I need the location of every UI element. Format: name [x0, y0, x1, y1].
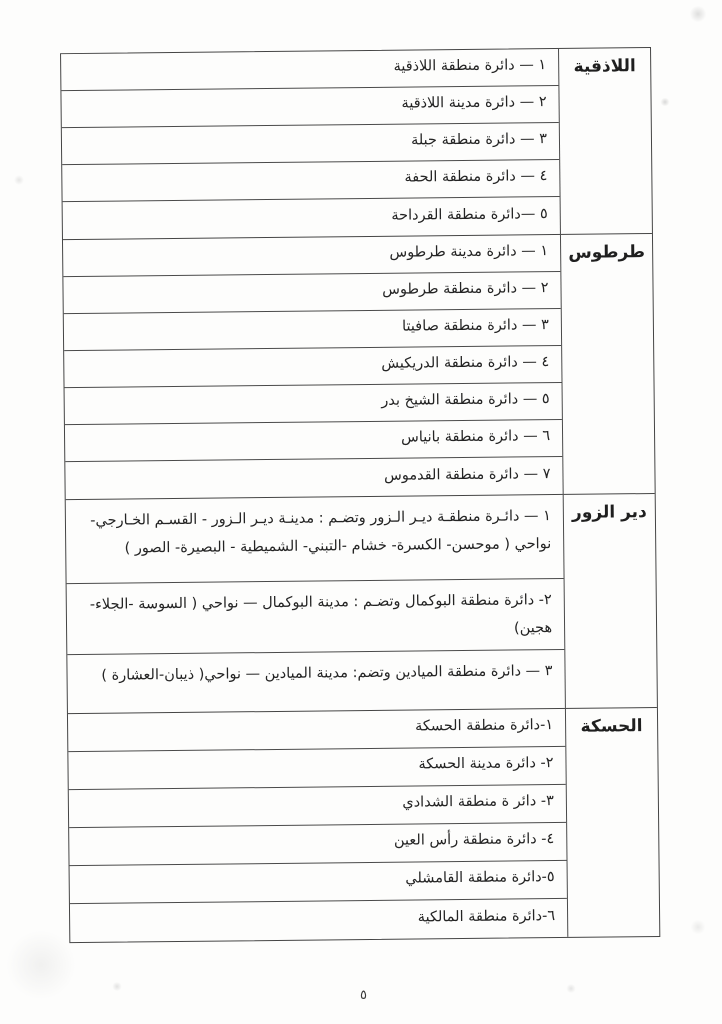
district-row: ٥ —دائرة منطقة القرداحة	[391, 205, 548, 224]
districts-column	[68, 708, 567, 941]
governorate-section-3	[66, 493, 657, 713]
district-row: ٤ — دائرة منطقة الدريكيش	[64, 346, 561, 388]
scan-smudge	[690, 920, 706, 934]
governorate-name: الحسكة	[565, 708, 659, 937]
district-row: ٧ — دائرة منطقة القدموس	[384, 465, 551, 484]
governorate-section-2	[63, 233, 655, 499]
district-row: ٤ — دائرة منطقة الحفة	[62, 160, 559, 202]
scan-smudge	[112, 982, 122, 991]
district-row: ١-دائرة منطقة الحسكة	[68, 708, 565, 751]
district-row: ١ — دائـرة منطقـة ديـر الـزور وتضـم : مدينـة ديـر الـزور - القسـم الخـارجي- نواحي ( موحسن- الكسرة- خشام -التبني- الشميطية - البصيرة- الصور )	[66, 495, 564, 584]
district-row: ٦ — دائرة منطقة بانياس	[65, 420, 562, 462]
governorate-name: دير الزور	[563, 494, 657, 707]
scan-smudge	[660, 98, 670, 106]
scan-smudge	[566, 984, 576, 993]
district-row: ١ — دائرة منطقة اللاذقية	[61, 49, 558, 91]
governorate-name: طرطوس	[560, 234, 655, 494]
scan-smudge	[688, 6, 708, 22]
district-row: ٥ — دائرة منطقة الشيخ بدر	[65, 383, 562, 425]
governorate-section-4	[68, 707, 659, 942]
district-row: ٥-دائرة منطقة القامشلي	[70, 860, 567, 903]
districts-column	[63, 235, 563, 499]
district-row: ٢- دائرة منطقة البوكمال وتضـم : مدينة البوكمال — نواحي ( السوسة -الجلاء- هجين)	[67, 579, 565, 655]
districts-column	[66, 495, 565, 713]
governorate-section-1	[61, 48, 652, 239]
governorate-districts-table	[60, 47, 660, 943]
page-number: ٥	[360, 988, 367, 1003]
scan-smudge	[14, 175, 24, 185]
district-row: ٣ — دائرة منطقة جبلة	[62, 123, 559, 165]
scan-smudge	[6, 930, 76, 1000]
district-row: ٦-دائرة منطقة المالكية	[417, 907, 556, 926]
district-row: ٢ — دائرة مدينة اللاذقية	[61, 86, 558, 128]
governorate-name: اللاذقية	[558, 48, 652, 234]
district-row: ١ — دائرة مدينة طرطوس	[63, 235, 560, 277]
district-row: ٣- دائر ة منطقة الشدادي	[69, 784, 566, 827]
district-row: ٢ — دائرة منطقة طرطوس	[63, 272, 560, 314]
district-row: ٣ — دائرة منطقة الميادين وتضم: مدينة الميادين — نواحي( ذيبان-العشارة )	[101, 662, 553, 684]
district-row: ٤- دائرة منطقة رأس العين	[69, 822, 566, 865]
district-row: ٢- دائرة مدينة الحسكة	[68, 746, 565, 789]
districts-column	[61, 49, 560, 239]
district-row: ٣ — دائرة منطقة صافيتا	[64, 309, 561, 351]
